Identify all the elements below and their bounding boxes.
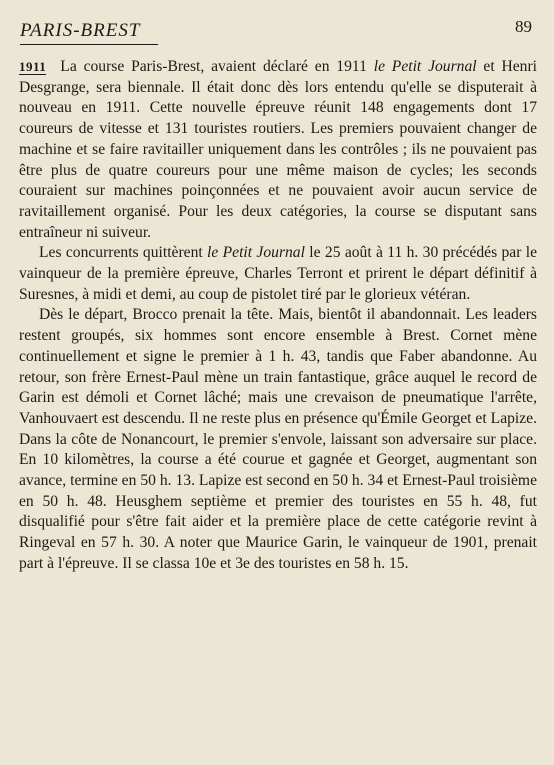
page-number: 89 [515, 17, 532, 36]
body-text [19, 57, 537, 575]
header-rule [20, 44, 158, 45]
paragraph-3: Dès le départ, Brocco prenait la tête. Mais, bientôt il abandonnait. Les leaders restent groupés, six hommes sont encore ensemble à Brest. Cornet mène continuellement et signe le premier à 1 h. 43, tandis que Faber abandonne. Au retour, son frère Ernest-Paul mène un train fantastique, grâce auquel le record de Garin est démoli et Cornet lâché; mais une crevaison de pneumatique l'arrête, Vanhouvaert est descendu. Il ne reste plus en présence qu'Émile Georget et Lapize. Dans la côte de Nonancourt, le premier s'envole, laissant son adversaire sur place. En 10 kilomètres, la course a été courue et gagnée et Georget, augmentant son avance, termine en 50 h. 13. Lapize est second en 50 h. 34 et Ernest-Paul troisième en 50 h. 48. Heusghem septième et premier des touristes en 55 h. 48, fut disqualifié pour s'être fait aider et la première place de cette catégorie revint à Ringeval en 57 h. 30. A noter que Maurice Garin, le vainqueur de 1901, prenait part à l'épreuve. Il se classa 10e et 3e des touristes en 58 h. 15. [19, 306, 537, 572]
paragraph-1 [19, 57, 537, 243]
paragraph-1-part-1: La course Paris-Brest, avaient déclaré en 1911 [60, 58, 374, 75]
page-header [20, 16, 536, 46]
paragraph-2-part-1: Les concurrents quittèrent [39, 244, 208, 262]
year-label: 1911 [19, 59, 47, 74]
newspaper-title: le Petit Journal [373, 58, 477, 75]
paragraph-2-part-2: le 25 août à 11 h. 30 précédés par le vainqueur de la première épreuve, Charles Terront et prirent le départ définitif à Suresnes, à midi et demi, au coup de pistolet tiré par le glorieux vétéran. [19, 244, 537, 303]
paragraph-2 [19, 243, 537, 305]
running-title: PARIS-BREST [20, 20, 141, 41]
newspaper-title: le Petit Journal [207, 244, 305, 262]
paragraph-1-part-2: et Henri Desgrange, sera biennale. Il était donc dès lors entendu qu'elle se disputerait à nouveau en 1911. Cette nouvelle épreuve réunit 148 engagements dont 17 coureurs de vitesse et 131 touristes routiers. Les premiers pouvaient changer de machine et se faire ravitailler uniquement dans les contrôles ; ils ne pouvaient pas être plus de quatre coureurs pour une même maison de cycles; les seconds couraient sur machines poinçonnées et ne pouvaient avoir aucun service de ravitaillement organisé. Pour les deux catégories, la course se disputant sans entraîneur ni suiveur. [19, 58, 537, 241]
